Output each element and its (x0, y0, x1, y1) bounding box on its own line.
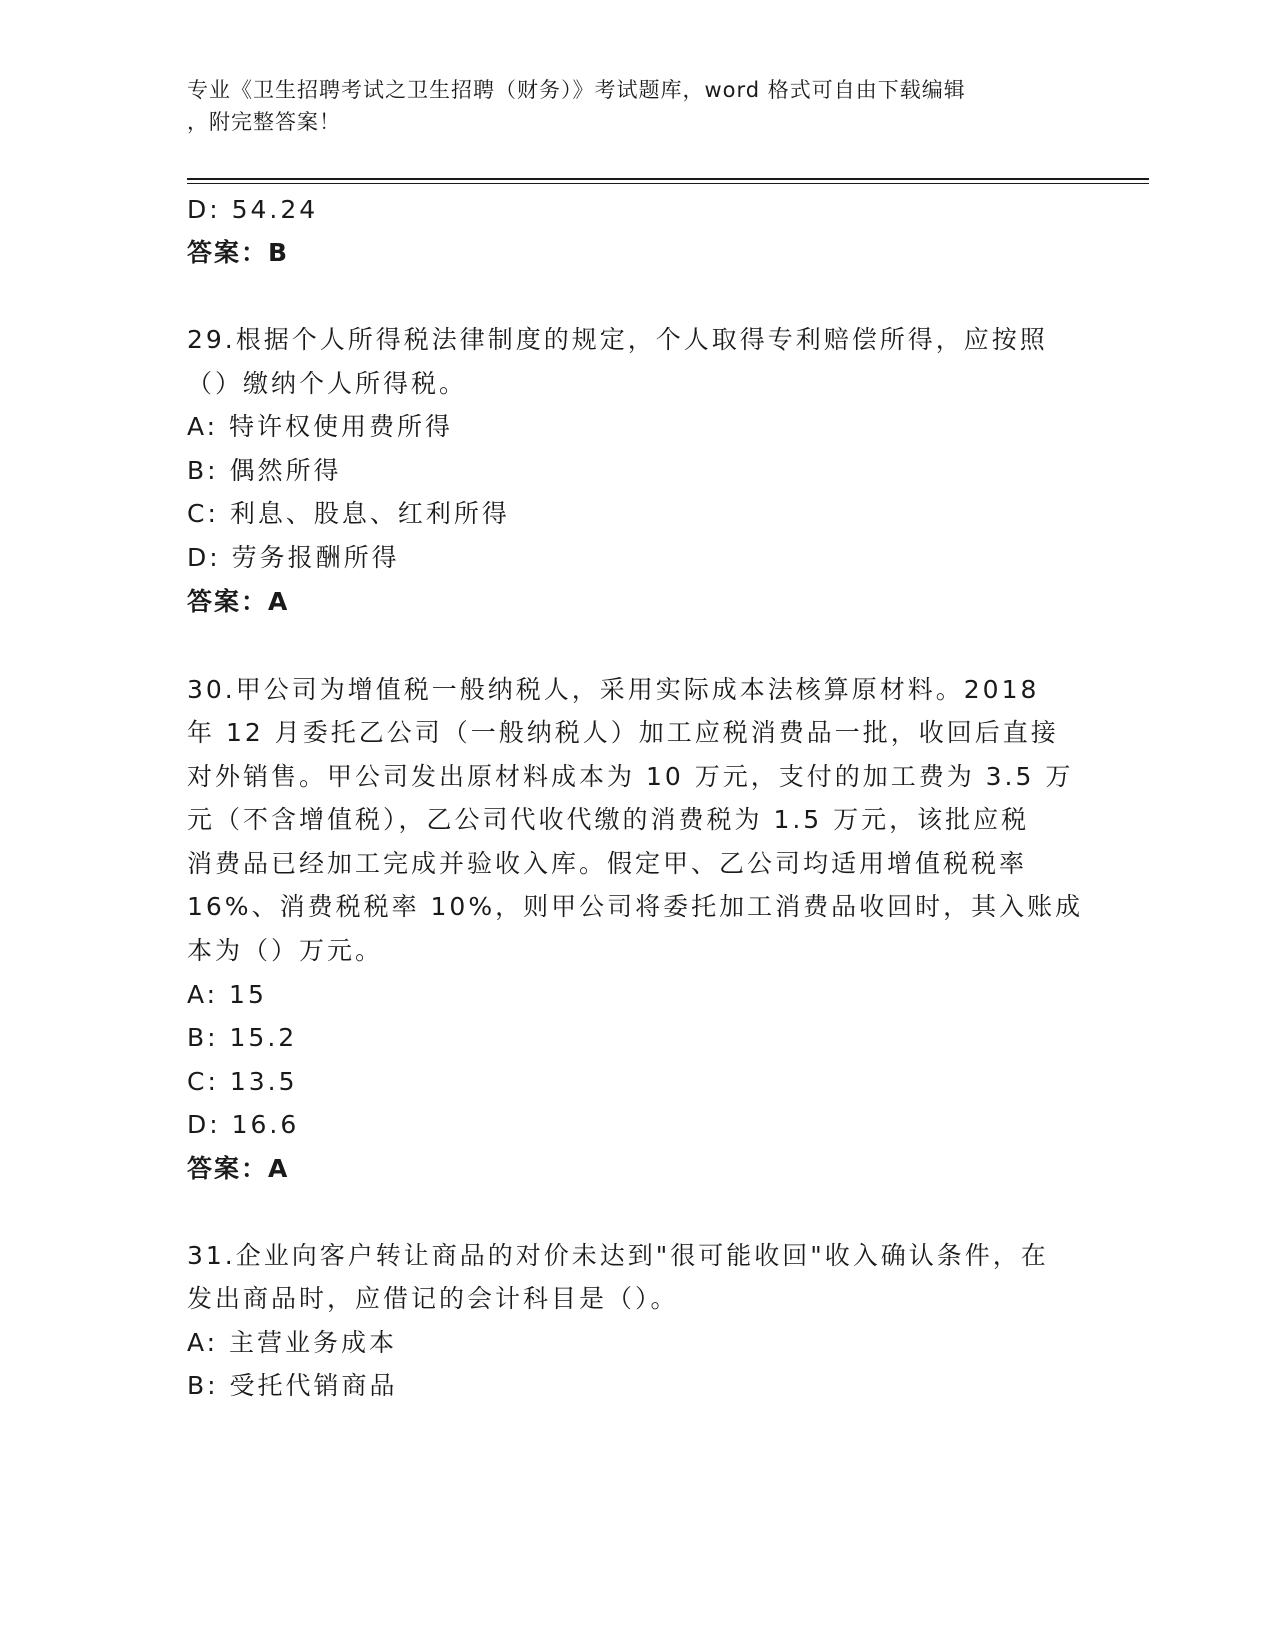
q30-stem-line-1: 30.甲公司为增值税一般纳税人，采用实际成本法核算原材料。2018 (187, 675, 1040, 704)
prev-answer: 答案：B (187, 238, 290, 267)
q30-stem-line-6: 16%、消费税税率 10%，则甲公司将委托加工消费品收回时，其入账成 (187, 892, 1084, 921)
q30-option-c: C: 13.5 (187, 1067, 298, 1096)
q30-option-a: A: 15 (187, 980, 267, 1009)
q30-stem-line-2: 年 12 月委托乙公司（一般纳税人）加工应税消费品一批，收回后直接 (187, 718, 1059, 747)
header-line-1: 专业《卫生招聘考试之卫生招聘（财务）》考试题库，word 格式可自由下载编辑 (187, 78, 966, 102)
q30-stem-line-5: 消费品已经加工完成并验收入库。假定甲、乙公司均适用增值税税率 (187, 849, 1028, 878)
header-line-2: ，附完整答案！ (187, 110, 341, 134)
header-note (187, 74, 1067, 138)
q30-stem-line-7: 本为（）万元。 (187, 936, 384, 965)
q31-option-b: B: 受托代销商品 (187, 1371, 398, 1400)
header-divider-thick (187, 178, 1149, 180)
q29-answer: 答案：A (187, 587, 290, 616)
q29-stem-line-2: （）缴纳个人所得税。 (187, 369, 468, 398)
q30-answer: 答案：A (187, 1154, 290, 1183)
q31-option-a: A: 主营业务成本 (187, 1328, 398, 1357)
q29-option-c: C: 利息、股息、红利所得 (187, 499, 510, 528)
q29-option-b: B: 偶然所得 (187, 456, 342, 485)
header-divider-thin (187, 183, 1149, 184)
q31-stem-line-2: 发出商品时，应借记的会计科目是（）。 (187, 1284, 679, 1313)
q29-option-d: D: 劳务报酬所得 (187, 543, 400, 572)
q29-option-a: A: 特许权使用费所得 (187, 412, 454, 441)
q30-option-b: B: 15.2 (187, 1023, 298, 1052)
q31-stem-line-1: 31.企业向客户转让商品的对价未达到"很可能收回"收入确认条件，在 (187, 1241, 1049, 1270)
q29-stem-line-1: 29.根据个人所得税法律制度的规定，个人取得专利赔偿所得，应按照 (187, 325, 1048, 354)
q30-stem-line-4: 元（不含增值税），乙公司代收代缴的消费税为 1.5 万元，该批应税 (187, 805, 1030, 834)
q30-option-d: D: 16.6 (187, 1110, 300, 1139)
q30-stem-line-3: 对外销售。甲公司发出原材料成本为 10 万元，支付的加工费为 3.5 万 (187, 762, 1074, 791)
prev-option-d: D: 54.24 (187, 195, 319, 224)
